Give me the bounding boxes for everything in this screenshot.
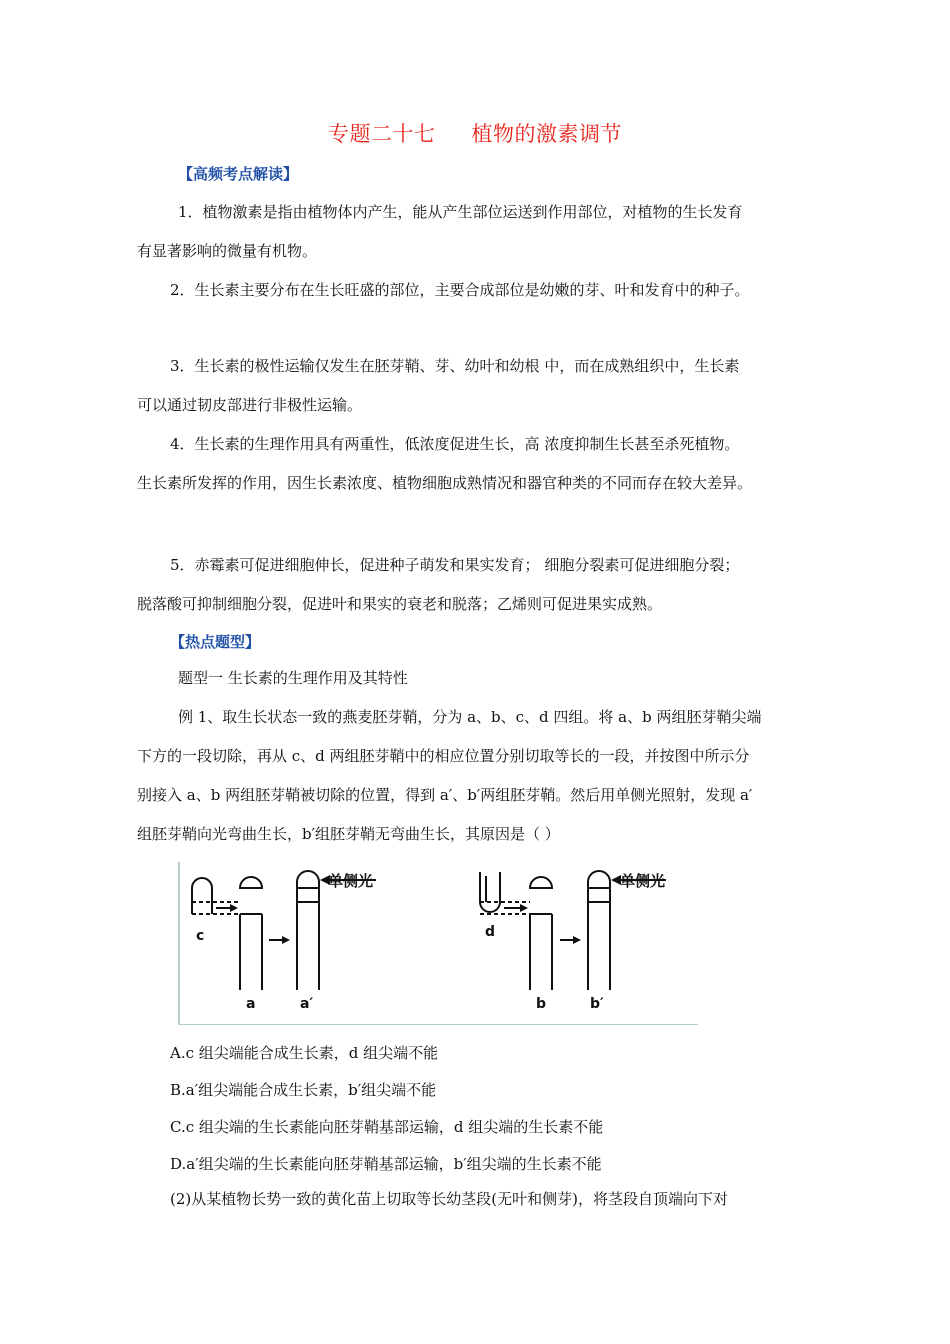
- coleoptile-a: [240, 914, 262, 990]
- point-4-line-1: 4．生长素的生理作用具有两重性，低浓度促进生长，高 浓度抑制生长甚至杀死植物。: [170, 435, 740, 453]
- option-b: B.a′组尖端能合成生长素，b′组尖端不能: [170, 1081, 437, 1099]
- arrow-b-to-b-prime-head: [573, 936, 581, 944]
- coleoptile-experiment-figure: [178, 862, 698, 1025]
- option-c: C.c 组尖端的生长素能向胚芽鞘基部运输，d 组尖端的生长素不能: [170, 1118, 604, 1136]
- point-4-line-2: 生长素所发挥的作用，因生长素浓度、植物细胞成熟情况和器官种类的不同而存在较大差异。: [137, 474, 753, 492]
- example-1-line-3: 别接入 a、b 两组胚芽鞘被切除的位置，得到 a′、b′两组胚芽鞘。然后用单侧光照射，发现 a′: [137, 786, 753, 804]
- label-c: c: [196, 928, 205, 944]
- example-1-line-2: 下方的一段切除，再从 c、d 两组胚芽鞘中的相应位置分别切取等长的一段，并按图中所示分: [137, 747, 750, 765]
- coleoptile-b: [530, 914, 552, 990]
- point-1-line-1: 1．植物激素是指由植物体内产生，能从产生部位运送到作用部位，对植物的生长发育: [178, 203, 743, 221]
- option-a: A.c 组尖端能合成生长素，d 组尖端不能: [170, 1044, 439, 1062]
- label-b: b: [536, 996, 547, 1012]
- arrow-d-to-b-head: [520, 904, 528, 912]
- coleoptile-a-tip: [240, 877, 262, 888]
- page-title: [0, 118, 950, 148]
- point-3-line-2: 可以通过韧皮部进行非极性运输。: [137, 396, 363, 414]
- coleoptile-b-tip: [530, 877, 552, 888]
- label-a: a: [246, 996, 256, 1012]
- title-topic-name: 植物的激素调节: [471, 122, 622, 146]
- title-topic-number: 专题二十七: [328, 122, 436, 146]
- section-heading-exam-points: 【高频考点解读】: [178, 165, 299, 183]
- light-label-right: 单侧光: [620, 872, 666, 890]
- label-b-prime: b′: [590, 996, 604, 1012]
- point-5-line-1: 5．赤霉素可促进细胞伸长，促进种子萌发和果实发育； 细胞分裂素可促进细胞分裂；: [170, 556, 740, 574]
- question-type-1: 题型一 生长素的生理作用及其特性: [178, 669, 408, 687]
- example-1-line-4: 组胚芽鞘向光弯曲生长，b′组胚芽鞘无弯曲生长，其原因是（ ）: [137, 825, 560, 843]
- arrow-c-to-a-head: [230, 904, 238, 912]
- label-a-prime: a′: [300, 996, 314, 1012]
- point-2: 2．生长素主要分布在生长旺盛的部位，主要合成部位是幼嫩的芽、叶和发育中的种子。: [170, 281, 750, 299]
- label-d: d: [485, 924, 496, 940]
- arrow-a-to-a-prime-head: [282, 936, 290, 944]
- next-question-line-1: (2)从某植物长势一致的黄化苗上切取等长幼茎段(无叶和侧芽)，将茎段自顶端向下对: [170, 1190, 728, 1208]
- section-heading-hot-topics: 【热点题型】: [170, 633, 261, 651]
- point-1-line-2: 有显著影响的微量有机物。: [137, 242, 318, 260]
- point-5-line-2: 脱落酸可抑制细胞分裂，促进叶和果实的衰老和脱落；乙烯则可促进果实成熟。: [137, 595, 663, 613]
- light-label-left: 单侧光: [328, 872, 374, 890]
- point-3-line-1: 3．生长素的极性运输仅发生在胚芽鞘、芽、幼叶和幼根 中，而在成熟组织中，生长素: [170, 357, 740, 375]
- option-d: D.a′组尖端的生长素能向胚芽鞘基部运输，b′组尖端的生长素不能: [170, 1155, 602, 1173]
- coleoptile-c: [192, 878, 212, 914]
- coleoptile-d: [480, 872, 500, 912]
- example-1-line-1: 例 1、取生长状态一致的燕麦胚芽鞘，分为 a、b、c、d 四组。将 a、b 两组胚芽鞘尖端: [178, 708, 762, 726]
